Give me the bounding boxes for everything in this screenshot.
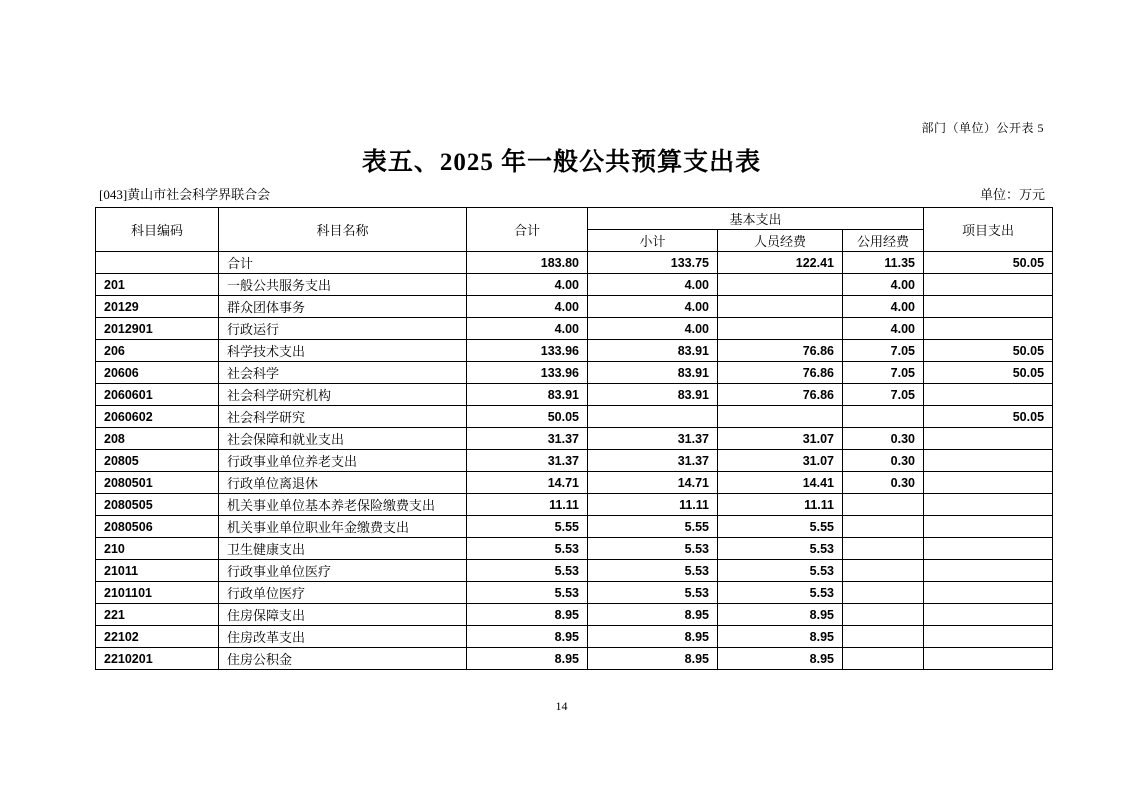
cell-subtotal bbox=[588, 406, 718, 428]
cell-name: 卫生健康支出 bbox=[219, 538, 467, 560]
cell-name: 住房改革支出 bbox=[219, 626, 467, 648]
table-row bbox=[96, 472, 1053, 494]
cell-total: 11.11 bbox=[467, 494, 588, 516]
cell-subtotal: 133.75 bbox=[588, 252, 718, 274]
cell-subtotal: 5.53 bbox=[588, 582, 718, 604]
cell-project bbox=[924, 428, 1053, 450]
table-row bbox=[96, 450, 1053, 472]
page-title: 表五、2025 年一般公共预算支出表 bbox=[361, 149, 762, 176]
cell-personnel: 5.53 bbox=[718, 582, 843, 604]
cell-project bbox=[924, 604, 1053, 626]
cell-name: 行政事业单位医疗 bbox=[219, 560, 467, 582]
cell-name: 社会保障和就业支出 bbox=[219, 428, 467, 450]
table-row bbox=[96, 362, 1053, 384]
cell-code: 206 bbox=[96, 340, 219, 362]
cell-code: 2060601 bbox=[96, 384, 219, 406]
cell-project bbox=[924, 648, 1053, 670]
cell-personnel bbox=[718, 406, 843, 428]
cell-total: 5.53 bbox=[467, 582, 588, 604]
cell-code: 20606 bbox=[96, 362, 219, 384]
cell-name: 科学技术支出 bbox=[219, 340, 467, 362]
corner-label: 部门（单位）公开表 5 bbox=[921, 121, 1044, 135]
table-row bbox=[96, 604, 1053, 626]
cell-personnel: 76.86 bbox=[718, 384, 843, 406]
cell-name: 社会科学 bbox=[219, 362, 467, 384]
cell-subtotal: 83.91 bbox=[588, 340, 718, 362]
cell-total: 50.05 bbox=[467, 406, 588, 428]
cell-code: 20805 bbox=[96, 450, 219, 472]
cell-code: 2210201 bbox=[96, 648, 219, 670]
org-label: [043]黄山市社会科学界联合会 bbox=[99, 187, 271, 202]
cell-total: 5.53 bbox=[467, 538, 588, 560]
col-header-total: 合计 bbox=[467, 208, 588, 252]
cell-personnel: 76.86 bbox=[718, 340, 843, 362]
cell-public bbox=[843, 406, 924, 428]
cell-personnel: 5.53 bbox=[718, 538, 843, 560]
cell-public: 7.05 bbox=[843, 384, 924, 406]
cell-public: 4.00 bbox=[843, 274, 924, 296]
cell-total: 8.95 bbox=[467, 604, 588, 626]
cell-project bbox=[924, 296, 1053, 318]
cell-project bbox=[924, 450, 1053, 472]
col-header-code: 科目编码 bbox=[96, 208, 219, 252]
table-row bbox=[96, 252, 1053, 274]
cell-total: 83.91 bbox=[467, 384, 588, 406]
cell-subtotal: 5.53 bbox=[588, 538, 718, 560]
cell-public: 0.30 bbox=[843, 428, 924, 450]
cell-project: 50.05 bbox=[924, 252, 1053, 274]
table-row bbox=[96, 648, 1053, 670]
cell-total: 31.37 bbox=[467, 428, 588, 450]
table-row bbox=[96, 560, 1053, 582]
cell-name: 群众团体事务 bbox=[219, 296, 467, 318]
cell-personnel bbox=[718, 296, 843, 318]
cell-public bbox=[843, 538, 924, 560]
cell-personnel: 8.95 bbox=[718, 648, 843, 670]
cell-total: 14.71 bbox=[467, 472, 588, 494]
cell-code: 201 bbox=[96, 274, 219, 296]
cell-personnel bbox=[718, 274, 843, 296]
cell-code: 2080501 bbox=[96, 472, 219, 494]
table-row bbox=[96, 538, 1053, 560]
cell-personnel: 14.41 bbox=[718, 472, 843, 494]
cell-total: 133.96 bbox=[467, 340, 588, 362]
cell-code: 221 bbox=[96, 604, 219, 626]
cell-code bbox=[96, 252, 219, 274]
cell-public: 11.35 bbox=[843, 252, 924, 274]
cell-personnel: 31.07 bbox=[718, 428, 843, 450]
col-header-basic: 基本支出 bbox=[588, 208, 924, 230]
table-row bbox=[96, 494, 1053, 516]
cell-project bbox=[924, 384, 1053, 406]
cell-personnel: 11.11 bbox=[718, 494, 843, 516]
cell-code: 21011 bbox=[96, 560, 219, 582]
cell-project bbox=[924, 626, 1053, 648]
cell-name: 住房保障支出 bbox=[219, 604, 467, 626]
table-header-row-1 bbox=[96, 208, 1053, 230]
cell-name: 行政单位离退休 bbox=[219, 472, 467, 494]
col-header-name: 科目名称 bbox=[219, 208, 467, 252]
cell-name: 行政单位医疗 bbox=[219, 582, 467, 604]
page-number: 14 bbox=[555, 699, 568, 713]
cell-total: 183.80 bbox=[467, 252, 588, 274]
cell-public: 0.30 bbox=[843, 472, 924, 494]
cell-name: 社会科学研究机构 bbox=[219, 384, 467, 406]
cell-code: 2012901 bbox=[96, 318, 219, 340]
table-row bbox=[96, 340, 1053, 362]
cell-code: 2101101 bbox=[96, 582, 219, 604]
cell-public: 4.00 bbox=[843, 296, 924, 318]
cell-subtotal: 4.00 bbox=[588, 274, 718, 296]
cell-subtotal: 11.11 bbox=[588, 494, 718, 516]
cell-total: 5.55 bbox=[467, 516, 588, 538]
table-row bbox=[96, 582, 1053, 604]
cell-total: 5.53 bbox=[467, 560, 588, 582]
cell-public bbox=[843, 516, 924, 538]
cell-public bbox=[843, 626, 924, 648]
cell-code: 2080505 bbox=[96, 494, 219, 516]
cell-public bbox=[843, 604, 924, 626]
cell-subtotal: 8.95 bbox=[588, 648, 718, 670]
cell-name: 一般公共服务支出 bbox=[219, 274, 467, 296]
cell-subtotal: 83.91 bbox=[588, 362, 718, 384]
cell-personnel: 8.95 bbox=[718, 626, 843, 648]
cell-code: 2080506 bbox=[96, 516, 219, 538]
cell-name: 行政运行 bbox=[219, 318, 467, 340]
cell-total: 4.00 bbox=[467, 296, 588, 318]
cell-total: 4.00 bbox=[467, 318, 588, 340]
cell-total: 8.95 bbox=[467, 626, 588, 648]
cell-code: 22102 bbox=[96, 626, 219, 648]
cell-subtotal: 4.00 bbox=[588, 296, 718, 318]
cell-subtotal: 31.37 bbox=[588, 428, 718, 450]
cell-public: 7.05 bbox=[843, 340, 924, 362]
cell-public bbox=[843, 648, 924, 670]
table-body bbox=[96, 252, 1053, 670]
cell-public: 4.00 bbox=[843, 318, 924, 340]
cell-subtotal: 4.00 bbox=[588, 318, 718, 340]
cell-public: 7.05 bbox=[843, 362, 924, 384]
cell-subtotal: 5.53 bbox=[588, 560, 718, 582]
table-row bbox=[96, 626, 1053, 648]
table-row bbox=[96, 428, 1053, 450]
cell-code: 208 bbox=[96, 428, 219, 450]
cell-personnel: 122.41 bbox=[718, 252, 843, 274]
table-meta-row bbox=[99, 184, 1045, 203]
cell-project bbox=[924, 516, 1053, 538]
table-row bbox=[96, 274, 1053, 296]
cell-project bbox=[924, 538, 1053, 560]
col-header-project: 项目支出 bbox=[924, 208, 1053, 252]
cell-personnel: 8.95 bbox=[718, 604, 843, 626]
cell-public bbox=[843, 582, 924, 604]
col-header-subtotal: 小计 bbox=[588, 230, 718, 252]
cell-public: 0.30 bbox=[843, 450, 924, 472]
cell-code: 210 bbox=[96, 538, 219, 560]
budget-expenditure-table bbox=[95, 207, 1053, 670]
cell-total: 31.37 bbox=[467, 450, 588, 472]
table-row bbox=[96, 384, 1053, 406]
cell-project: 50.05 bbox=[924, 362, 1053, 384]
cell-name: 合计 bbox=[219, 252, 467, 274]
cell-code: 2060602 bbox=[96, 406, 219, 428]
cell-total: 8.95 bbox=[467, 648, 588, 670]
table-row bbox=[96, 296, 1053, 318]
cell-project bbox=[924, 472, 1053, 494]
cell-project bbox=[924, 274, 1053, 296]
cell-personnel: 76.86 bbox=[718, 362, 843, 384]
cell-code: 20129 bbox=[96, 296, 219, 318]
unit-label: 单位：万元 bbox=[979, 187, 1045, 202]
table-header bbox=[96, 208, 1053, 252]
cell-name: 机关事业单位职业年金缴费支出 bbox=[219, 516, 467, 538]
cell-subtotal: 8.95 bbox=[588, 626, 718, 648]
cell-subtotal: 5.55 bbox=[588, 516, 718, 538]
cell-project bbox=[924, 560, 1053, 582]
cell-project: 50.05 bbox=[924, 406, 1053, 428]
cell-personnel bbox=[718, 318, 843, 340]
cell-total: 133.96 bbox=[467, 362, 588, 384]
cell-name: 行政事业单位养老支出 bbox=[219, 450, 467, 472]
cell-subtotal: 83.91 bbox=[588, 384, 718, 406]
cell-project: 50.05 bbox=[924, 340, 1053, 362]
cell-public bbox=[843, 494, 924, 516]
table-row bbox=[96, 318, 1053, 340]
cell-public bbox=[843, 560, 924, 582]
cell-total: 4.00 bbox=[467, 274, 588, 296]
cell-subtotal: 8.95 bbox=[588, 604, 718, 626]
cell-personnel: 5.55 bbox=[718, 516, 843, 538]
cell-name: 机关事业单位基本养老保险缴费支出 bbox=[219, 494, 467, 516]
cell-name: 社会科学研究 bbox=[219, 406, 467, 428]
cell-project bbox=[924, 318, 1053, 340]
cell-personnel: 31.07 bbox=[718, 450, 843, 472]
cell-project bbox=[924, 494, 1053, 516]
cell-subtotal: 14.71 bbox=[588, 472, 718, 494]
cell-personnel: 5.53 bbox=[718, 560, 843, 582]
col-header-personnel: 人员经费 bbox=[718, 230, 843, 252]
cell-project bbox=[924, 582, 1053, 604]
table-row bbox=[96, 406, 1053, 428]
table-row bbox=[96, 516, 1053, 538]
cell-subtotal: 31.37 bbox=[588, 450, 718, 472]
col-header-public: 公用经费 bbox=[843, 230, 924, 252]
cell-name: 住房公积金 bbox=[219, 648, 467, 670]
